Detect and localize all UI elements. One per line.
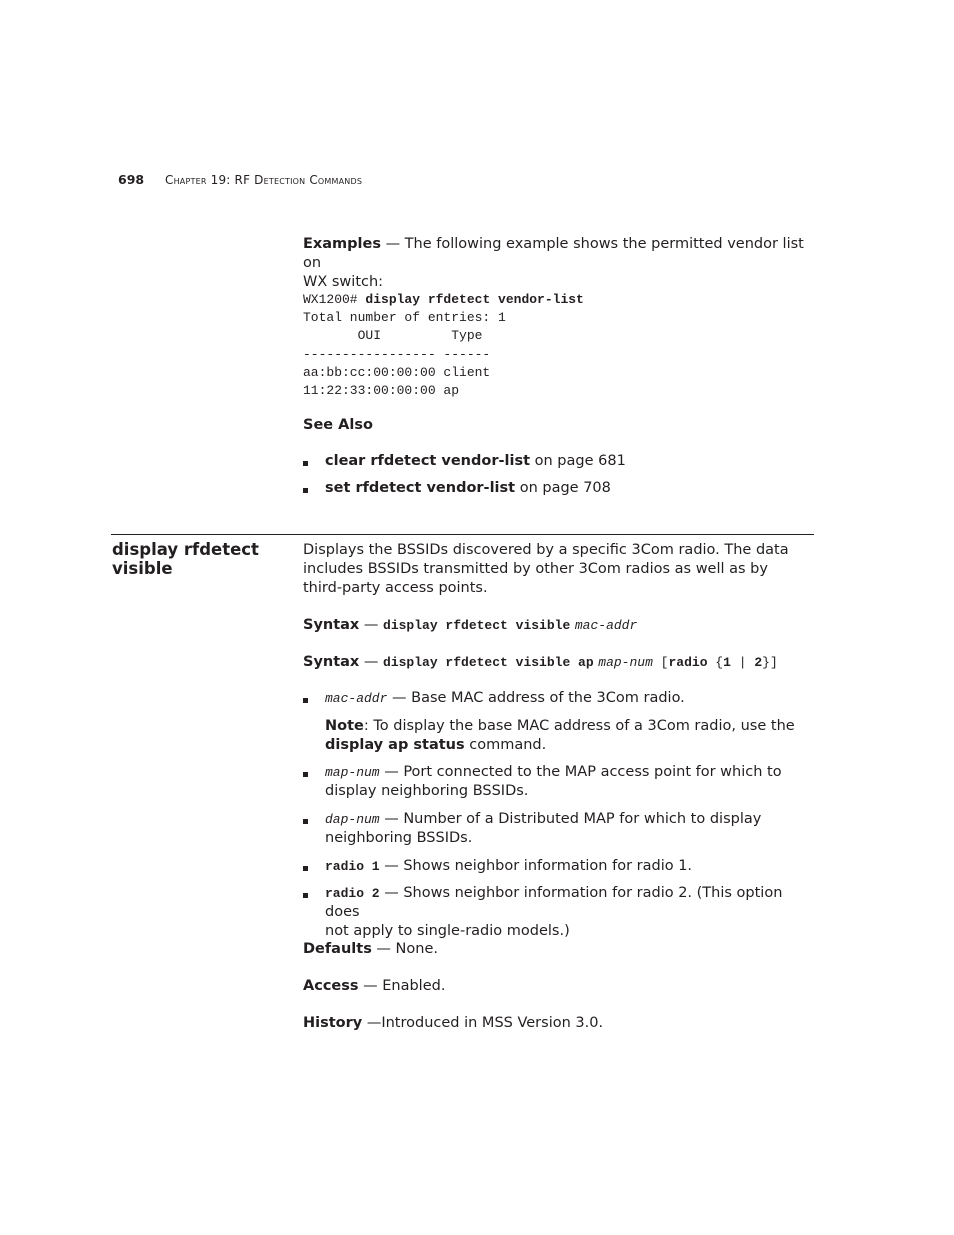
param-description: — Base MAC address of the 3Com radio. [387,690,685,706]
param-description-cont: neighboring BSSIDs. [325,830,473,846]
description-line: includes BSSIDs transmitted by other 3Com radios as well as by [303,561,768,577]
param-description: — Shows neighbor information for radio 2. (This option does [325,885,783,920]
syntax-label: Syntax [303,617,360,633]
bullet-icon [303,461,308,466]
code-output-line: 11:22:33:00:00:00 ap [303,382,460,398]
code-output-line: OUI Type [303,328,483,344]
history-label: History [303,1015,363,1031]
examples-paragraph [303,235,818,292]
defaults-label: Defaults [303,941,372,957]
examples-text-line1: — The following example shows the permitted vendor list on [303,236,804,271]
examples-label: Examples [303,236,381,252]
examples-text-line2: WX switch: [303,274,384,290]
see-also-item [303,452,818,472]
syntax-dash: — [359,617,384,633]
defaults-line [303,940,438,959]
syntax-label: Syntax [303,654,360,670]
syntax-option-1: 1 [723,655,731,670]
note-command: display ap status [325,737,465,753]
code-output-line: Total number of entries: 1 [303,310,506,326]
bullet-icon [303,488,308,493]
syntax-keyword-radio: radio [668,655,708,670]
section-description [303,541,818,598]
see-also-link-set-vendor-list[interactable]: set rfdetect vendor-list [325,480,516,496]
param-item-radio-2 [303,884,818,939]
code-prompt: WX1200# [303,292,366,307]
see-also-heading: See Also [303,417,373,433]
see-also-link-clear-vendor-list[interactable]: clear rfdetect vendor-list [325,453,531,469]
see-also-page-ref: on page 708 [515,480,611,496]
syntax-command: display rfdetect visible [383,618,571,633]
code-command-line [303,291,823,309]
see-also-page-ref: on page 681 [530,453,626,469]
param-term: dap-num [325,812,380,827]
syntax-line-1 [303,616,637,635]
running-header: Chapter 19: RF Detection Commands [165,173,363,187]
access-line [303,977,445,996]
access-value: — Enabled. [358,978,446,994]
param-description: — Port connected to the MAP access point for which to [379,764,782,780]
bullet-icon [303,866,308,871]
syntax-argument: mac-addr [574,618,638,633]
syntax-bracket: [ [652,655,669,670]
param-description: — Shows neighbor information for radio 1. [379,858,693,874]
page-number: 698 [118,172,145,187]
param-description-cont: display neighboring BSSIDs. [325,783,529,799]
code-output-line: ----------------- ------ [303,346,491,362]
param-description: — Number of a Distributed MAP for which to display [379,811,762,827]
note-paragraph [325,717,820,755]
description-line: Displays the BSSIDs discovered by a specific 3Com radio. The data [303,542,789,558]
note-label: Note [325,718,364,734]
code-command: display rfdetect vendor-list [365,292,584,307]
syntax-dash: — [359,654,384,670]
param-item-radio-1 [303,857,818,877]
bullet-icon [303,819,308,824]
history-value: —Introduced in MSS Version 3.0. [362,1015,604,1031]
param-term: map-num [325,765,380,780]
param-item-map-num [303,763,818,803]
param-item-mac-addr [303,689,818,709]
syntax-command: display rfdetect visible ap [383,655,594,670]
syntax-line-2 [303,653,778,672]
section-title: display rfdetect visible [112,540,259,578]
param-term: radio 1 [325,859,380,874]
defaults-value: — None. [371,941,438,957]
section-divider [111,534,814,535]
code-output-line: aa:bb:cc:00:00:00 client [303,364,491,380]
param-term: radio 2 [325,886,380,901]
syntax-option-2: 2 [754,655,763,670]
note-text-suffix: command. [464,737,547,753]
syntax-brace: { [707,655,724,670]
note-text: : To display the base MAC address of a 3Com radio, use the [363,718,795,734]
syntax-close: }] [762,655,778,670]
param-term: mac-addr [325,691,388,706]
param-description-cont: not apply to single-radio models.) [325,923,570,939]
bullet-icon [303,893,308,898]
description-line: third-party access points. [303,580,488,596]
syntax-pipe: | [730,655,755,670]
param-item-dap-num [303,810,818,850]
code-example [303,291,823,400]
history-line [303,1014,603,1033]
access-label: Access [303,978,359,994]
bullet-icon [303,772,308,777]
bullet-icon [303,698,308,703]
syntax-argument: map-num [598,655,653,670]
see-also-item [303,479,818,499]
